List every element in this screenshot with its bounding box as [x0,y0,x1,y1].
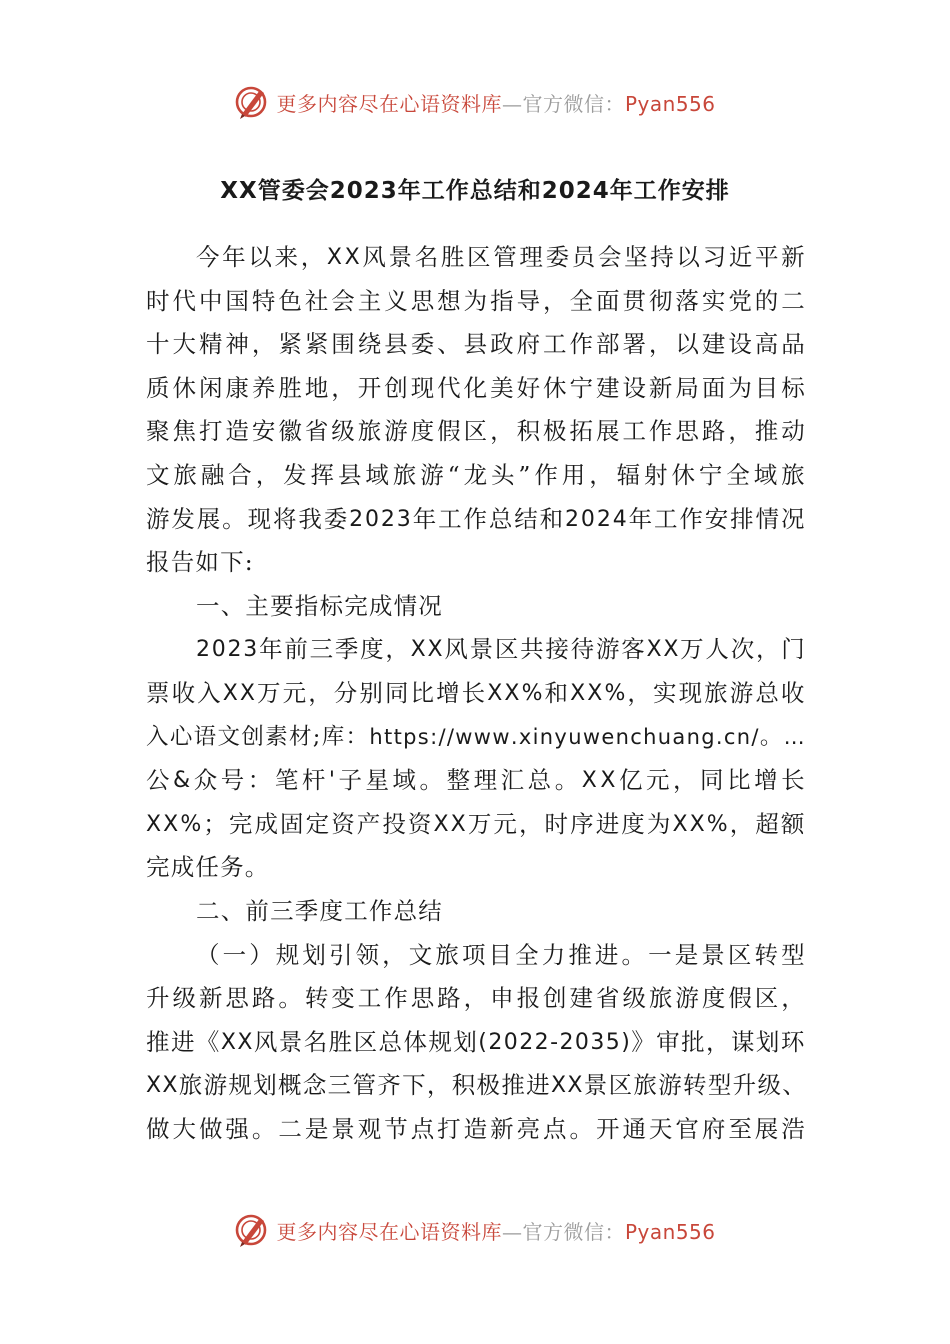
body-line: X X % ； 完 成 固 定 资 产 投 资 X X 万 元 ， 时 序 进 度 为 X X % ， 超 额 [146,809,806,838]
brand-main-text: 更多内容尽在心语资料库 [276,91,502,116]
footer-watermark [0,1210,950,1250]
body-line: （ 一 ） 规 划 引 领 ， 文 旅 项 目 全 力 推 进 。 一 是 景 区 转 型 [196,940,806,969]
header-watermark [0,82,950,122]
body-line: 报告如下: [146,548,254,577]
brand-main-text: 更多内容尽在心语资料库 [276,1219,502,1244]
body-line: 票 收 入 X X 万 元 ， 分 别 同 比 增 长 X X % 和 X X % ， 实 现 旅 游 总 收 [146,678,806,707]
body-line: 文 旅 融 合 ， 发 挥 县 域 旅 游 “ 龙 头 ” 作 用 ， 辐 射 休 宁 全 域 旅 [146,460,806,489]
body-line: 入 心 语 文 创 素 材 ; 库 ： h t t p s : / / w w w . x i n y u w e n c h u a n g . c n / 。 … [146,723,806,750]
document-title: XX管委会2023年工作总结和2024年工作安排 [220,178,730,204]
body-line: 完成任务。 [146,853,270,882]
pen-circle-logo-icon [234,1212,270,1248]
brand-sub-text: 官方微信： [522,91,625,116]
brand-dash: — [501,1219,523,1244]
body-line: 今 年 以 来 ， X X 风 景 名 胜 区 管 理 委 员 会 坚 持 以 习 近 平 新 [196,243,806,271]
document-body [146,236,806,1151]
body-line: 做 大 做 强 。 二 是 景 观 节 点 打 造 新 亮 点 。 开 通 天 官 府 至 展 浩 [146,1114,806,1143]
wechat-id: Pyan556 [624,91,716,116]
body-line: 推 进 《 X X 风 景 名 胜 区 总 体 规 划 ( 2 0 2 2 - 2 0 3 5 ) 》 审 批 ， 谋 划 环 [146,1027,806,1056]
brand-sub-text: 官方微信： [522,1219,625,1244]
section-heading: 一、主要指标完成情况 [196,591,443,620]
brand-banner [234,84,715,120]
body-line: 时 代 中 国 特 色 社 会 主 义 思 想 为 指 导 ， 全 面 贯 彻 落 实 党 的 二 [146,286,806,315]
body-line: X X 旅 游 规 划 概 念 三 管 齐 下 ， 积 极 推 进 X X 景 区 旅 游 转 型 升 级 、 [146,1071,806,1100]
body-line: 2 0 2 3 年 前 三 季 度 ， X X 风 景 区 共 接 待 游 客 X X 万 人 次 ， 门 [196,635,806,664]
pen-circle-logo-icon [234,84,270,120]
body-line: 游 发 展 。 现 将 我 委 2 0 2 3 年 工 作 总 结 和 2 0 2 4 年 工 作 安 排 情 况 [146,504,806,533]
body-line: 十 大 精 神 ， 紧 紧 围 绕 县 委 、 县 政 府 工 作 部 署 ， 以 建 设 高 品 [146,330,806,359]
body-line: 升 级 新 思 路 。 转 变 工 作 思 路 ， 申 报 创 建 省 级 旅 游 度 假 区 ， [146,984,806,1013]
section-heading: 二、前三季度工作总结 [196,896,443,925]
wechat-id: Pyan556 [624,1219,716,1244]
brand-dash: — [501,91,523,116]
body-line: 质 休 闲 康 养 胜 地 ， 开 创 现 代 化 美 好 休 宁 建 设 新 局 面 为 目 标 [146,373,806,402]
brand-banner [234,1212,715,1248]
body-line: 聚 焦 打 造 安 徽 省 级 旅 游 度 假 区 ， 积 极 拓 展 工 作 思 路 ， 推 动 [146,417,806,446]
body-line: 公 & 众 号 ： 笔 杆 ' 子 星 域 。 整 理 汇 总 。 X X 亿 元 ， 同 比 增 长 [146,766,806,795]
